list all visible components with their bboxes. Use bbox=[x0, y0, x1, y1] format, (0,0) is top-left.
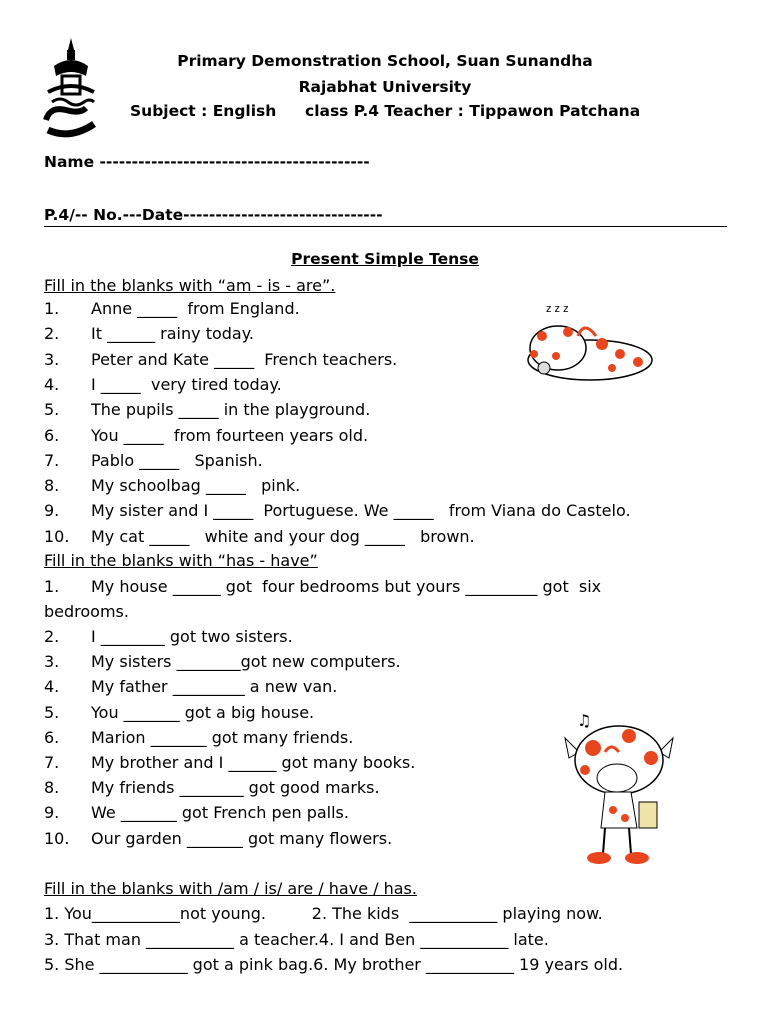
section1-item-text: The pupils _____ in the playground. bbox=[91, 400, 371, 420]
worksheet-title: Present Simple Tense bbox=[291, 250, 479, 268]
section2-item-text: Marion _______ got many friends. bbox=[91, 727, 354, 747]
section1-item-text: My schoolbag _____ pink. bbox=[91, 476, 301, 496]
section2-item-number: 10. bbox=[44, 828, 70, 848]
section2-item-text: You _______ got a big house. bbox=[91, 702, 315, 722]
section2-item-text: My brother and I ______ got many books. bbox=[91, 753, 416, 772]
name-field[interactable]: Name ------------------------------------------ bbox=[44, 153, 370, 171]
sleeping-cartoon-girl-illustration bbox=[520, 296, 660, 386]
section3-heading: Fill in the blanks with /am / is/ are / have / has. bbox=[44, 879, 417, 898]
section1-item-number: 1. bbox=[44, 299, 60, 318]
section2-item-text: My father _________ a new van. bbox=[91, 677, 338, 697]
section2-item-number: 7. bbox=[44, 753, 60, 772]
section1-item-text: I _____ very tired today. bbox=[91, 374, 282, 394]
section2-item-continuation: bedrooms. bbox=[44, 602, 129, 621]
section1-item-text: My sister and I _____ Portuguese. We _____ from Viana do Castelo. bbox=[91, 501, 631, 521]
section3-line: 1. You___________not young. 2. The kids ___________ playing now. bbox=[44, 904, 603, 923]
section1-item-number: 7. bbox=[44, 450, 60, 470]
section2-item-number: 4. bbox=[44, 677, 60, 697]
section2-item-text: My friends ________ got good marks. bbox=[91, 778, 380, 798]
section2-item-number: 6. bbox=[44, 727, 60, 747]
section1-item-number: 2. bbox=[44, 324, 60, 344]
section1-item-number: 3. bbox=[44, 349, 60, 369]
standing-cartoon-girl-illustration bbox=[555, 708, 685, 868]
school-name-line1: Primary Demonstration School, Suan Sunandha bbox=[177, 52, 593, 70]
section2-item-number: 1. bbox=[44, 577, 60, 596]
section2-item-text: My sisters ________got new computers. bbox=[91, 652, 401, 672]
section1-item-text: Anne _____ from England. bbox=[91, 299, 300, 318]
section1-item-number: 9. bbox=[44, 501, 60, 521]
school-name-line2: Rajabhat University bbox=[298, 78, 472, 96]
section1-item-number: 6. bbox=[44, 425, 60, 445]
subject-label: Subject : English bbox=[130, 102, 277, 120]
section2-item-text: I ________ got two sisters. bbox=[91, 627, 293, 646]
section2-item-text: Our garden _______ got many flowers. bbox=[91, 828, 393, 848]
section1-item-text: Pablo _____ Spanish. bbox=[91, 450, 263, 470]
section1-item-number: 4. bbox=[44, 374, 60, 394]
section1-item-number: 10. bbox=[44, 526, 70, 546]
section2-item-number: 3. bbox=[44, 652, 60, 672]
section1-item-number: 8. bbox=[44, 476, 60, 496]
class-number-date-field[interactable]: P.4/-- No.---Date------------------------------- bbox=[44, 206, 383, 224]
section3-line: 3. That man ___________ a teacher.4. I and Ben ___________ late. bbox=[44, 930, 549, 949]
section2-item-text: We _______ got French pen palls. bbox=[91, 803, 349, 823]
section3-line: 5. She ___________ got a pink bag.6. My brother ___________ 19 years old. bbox=[44, 955, 624, 974]
section2-item-number: 8. bbox=[44, 778, 60, 798]
section1-item-text: You _____ from fourteen years old. bbox=[91, 425, 369, 445]
header-divider bbox=[44, 226, 727, 227]
sleep-z-text: z z z bbox=[546, 303, 569, 315]
section1-item-text: My cat _____ white and your dog _____ brown. bbox=[91, 526, 475, 546]
section2-item-number: 5. bbox=[44, 702, 60, 722]
section1-item-text: It ______ rainy today. bbox=[91, 324, 254, 344]
music-note-icon: ♫ bbox=[577, 711, 592, 730]
section2-item-text: My house ______ got four bedrooms but yours _________ got six bbox=[91, 577, 602, 596]
class-teacher-label: class P.4 Teacher : Tippawon Patchana bbox=[305, 102, 641, 120]
section2-item-number: 9. bbox=[44, 803, 60, 823]
section2-heading: Fill in the blanks with “has - have” bbox=[44, 551, 318, 570]
section1-heading: Fill in the blanks with “am - is - are”. bbox=[44, 276, 336, 295]
section1-item-number: 5. bbox=[44, 400, 60, 420]
section2-item-number: 2. bbox=[44, 627, 60, 646]
section1-item-text: Peter and Kate _____ French teachers. bbox=[91, 349, 398, 369]
